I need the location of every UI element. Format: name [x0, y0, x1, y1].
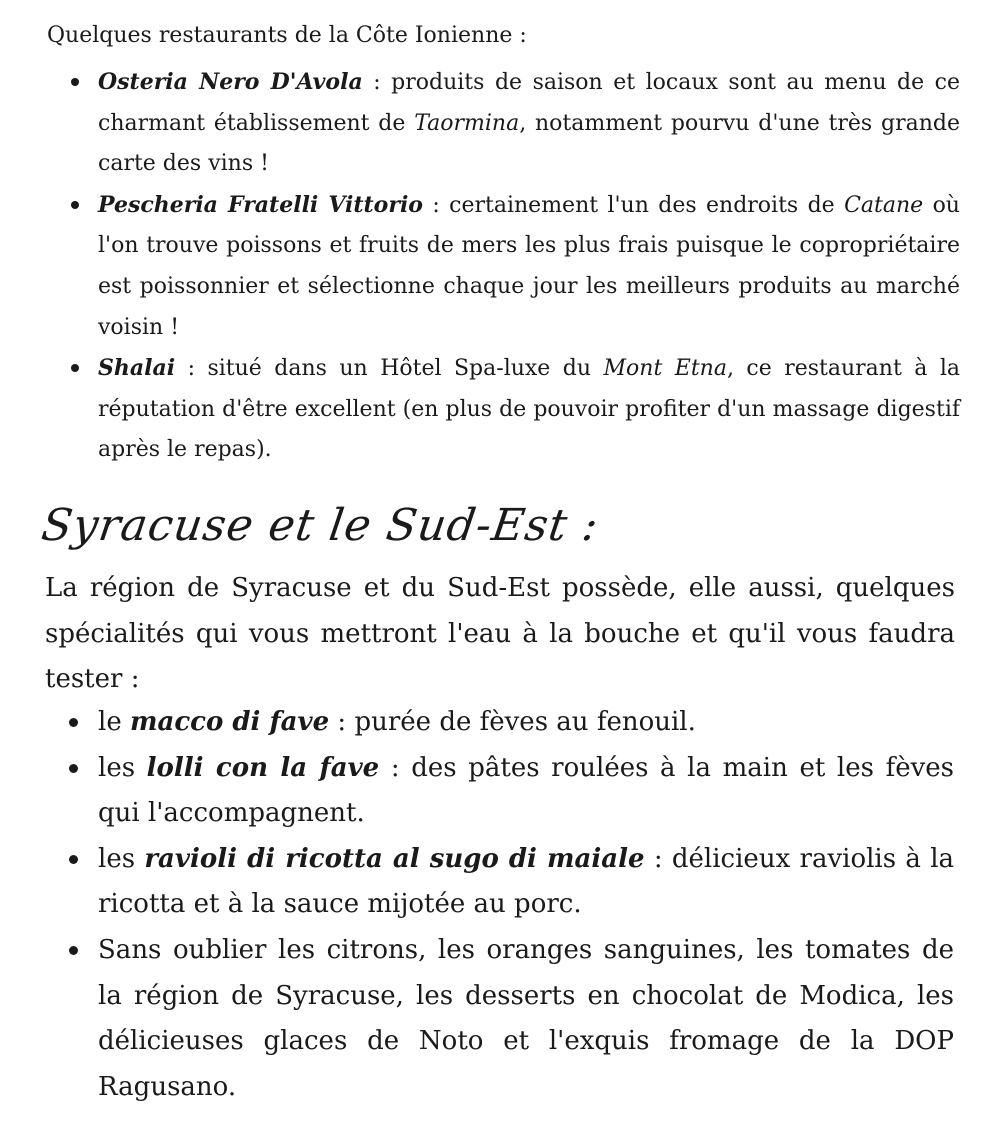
restaurant-name: Pescheria Fratelli Vittorio	[98, 191, 423, 218]
list-item	[98, 700, 954, 746]
bullet-icon	[69, 764, 78, 773]
bullet-icon	[69, 718, 78, 727]
list-item	[98, 185, 960, 348]
restaurant-place: Taormina	[414, 110, 520, 136]
list-item	[98, 928, 954, 1110]
restaurant-text: : produits de saison et locaux sont au menu de ce charmant établissement de	[98, 70, 960, 136]
restaurant-text: , ce restaurant à la réputation d'être excellent (en plus de pouvoir profiter d'un massage digestif après le repas).	[98, 356, 961, 463]
closing-item-text: Sans oublier les citrons, les oranges sanguines, les tomates de la région de Syracuse, les desserts en chocolat de Modica, les délicieuses glaces de Noto et l'exquis fromage de la DOP Ragusano.	[98, 934, 954, 1102]
list-item	[98, 62, 960, 185]
specialty-text: : purée de fèves au fenouil.	[329, 707, 696, 737]
restaurant-text: , notamment pourvu d'une très grande carte des vins !	[98, 110, 960, 177]
bullet-icon	[71, 201, 79, 209]
restaurant-name: Shalai	[98, 355, 176, 382]
specialty-list	[98, 700, 954, 1110]
specialty-prefix: les	[98, 752, 147, 783]
specialty-name: ravioli di ricotta al sugo di maiale	[144, 843, 645, 874]
restaurant-place: Catane	[844, 192, 924, 218]
section-paragraph: La région de Syracuse et du Sud-Est possède, elle aussi, quelques spécialités qui vous mettront l'eau à la bouche et qu'il vous faudra tester :	[45, 573, 955, 695]
restaurant-list	[98, 62, 960, 471]
specialty-prefix: les	[98, 843, 145, 874]
specialty-name: lolli con la fave	[146, 752, 380, 783]
restaurant-text: où l'on trouve poissons et fruits de mers les plus frais puisque le copropriétaire est poissonnier et sélectionne chaque jour les meilleurs produits au marché voisin !	[98, 192, 960, 340]
bullet-icon	[69, 855, 78, 864]
bullet-icon	[69, 946, 78, 955]
list-item	[98, 837, 954, 928]
restaurant-name: Osteria Nero D'Avola	[98, 69, 363, 95]
intro-text: Quelques restaurants de la Côte Ionienne :	[47, 23, 527, 48]
restaurant-text: : situé dans un Hôtel Spa-luxe du	[175, 356, 604, 382]
restaurant-text: : certainement l'un des endroits de	[422, 192, 845, 218]
bullet-icon	[71, 78, 79, 86]
bullet-icon	[71, 364, 79, 372]
specialty-text: : délicieux raviolis à la ricotta et à la sauce mijotée au porc.	[98, 843, 955, 920]
list-item	[98, 348, 960, 471]
section-heading: Syracuse et le Sud-Est :	[38, 500, 602, 551]
specialty-name: macco di fave	[129, 707, 330, 737]
restaurant-place: Mont Etna	[603, 356, 727, 382]
list-item	[98, 746, 954, 837]
specialty-prefix: le	[98, 707, 130, 737]
specialty-text: : des pâtes roulées à la main et les fèves qui l'accompagnent.	[98, 752, 954, 829]
